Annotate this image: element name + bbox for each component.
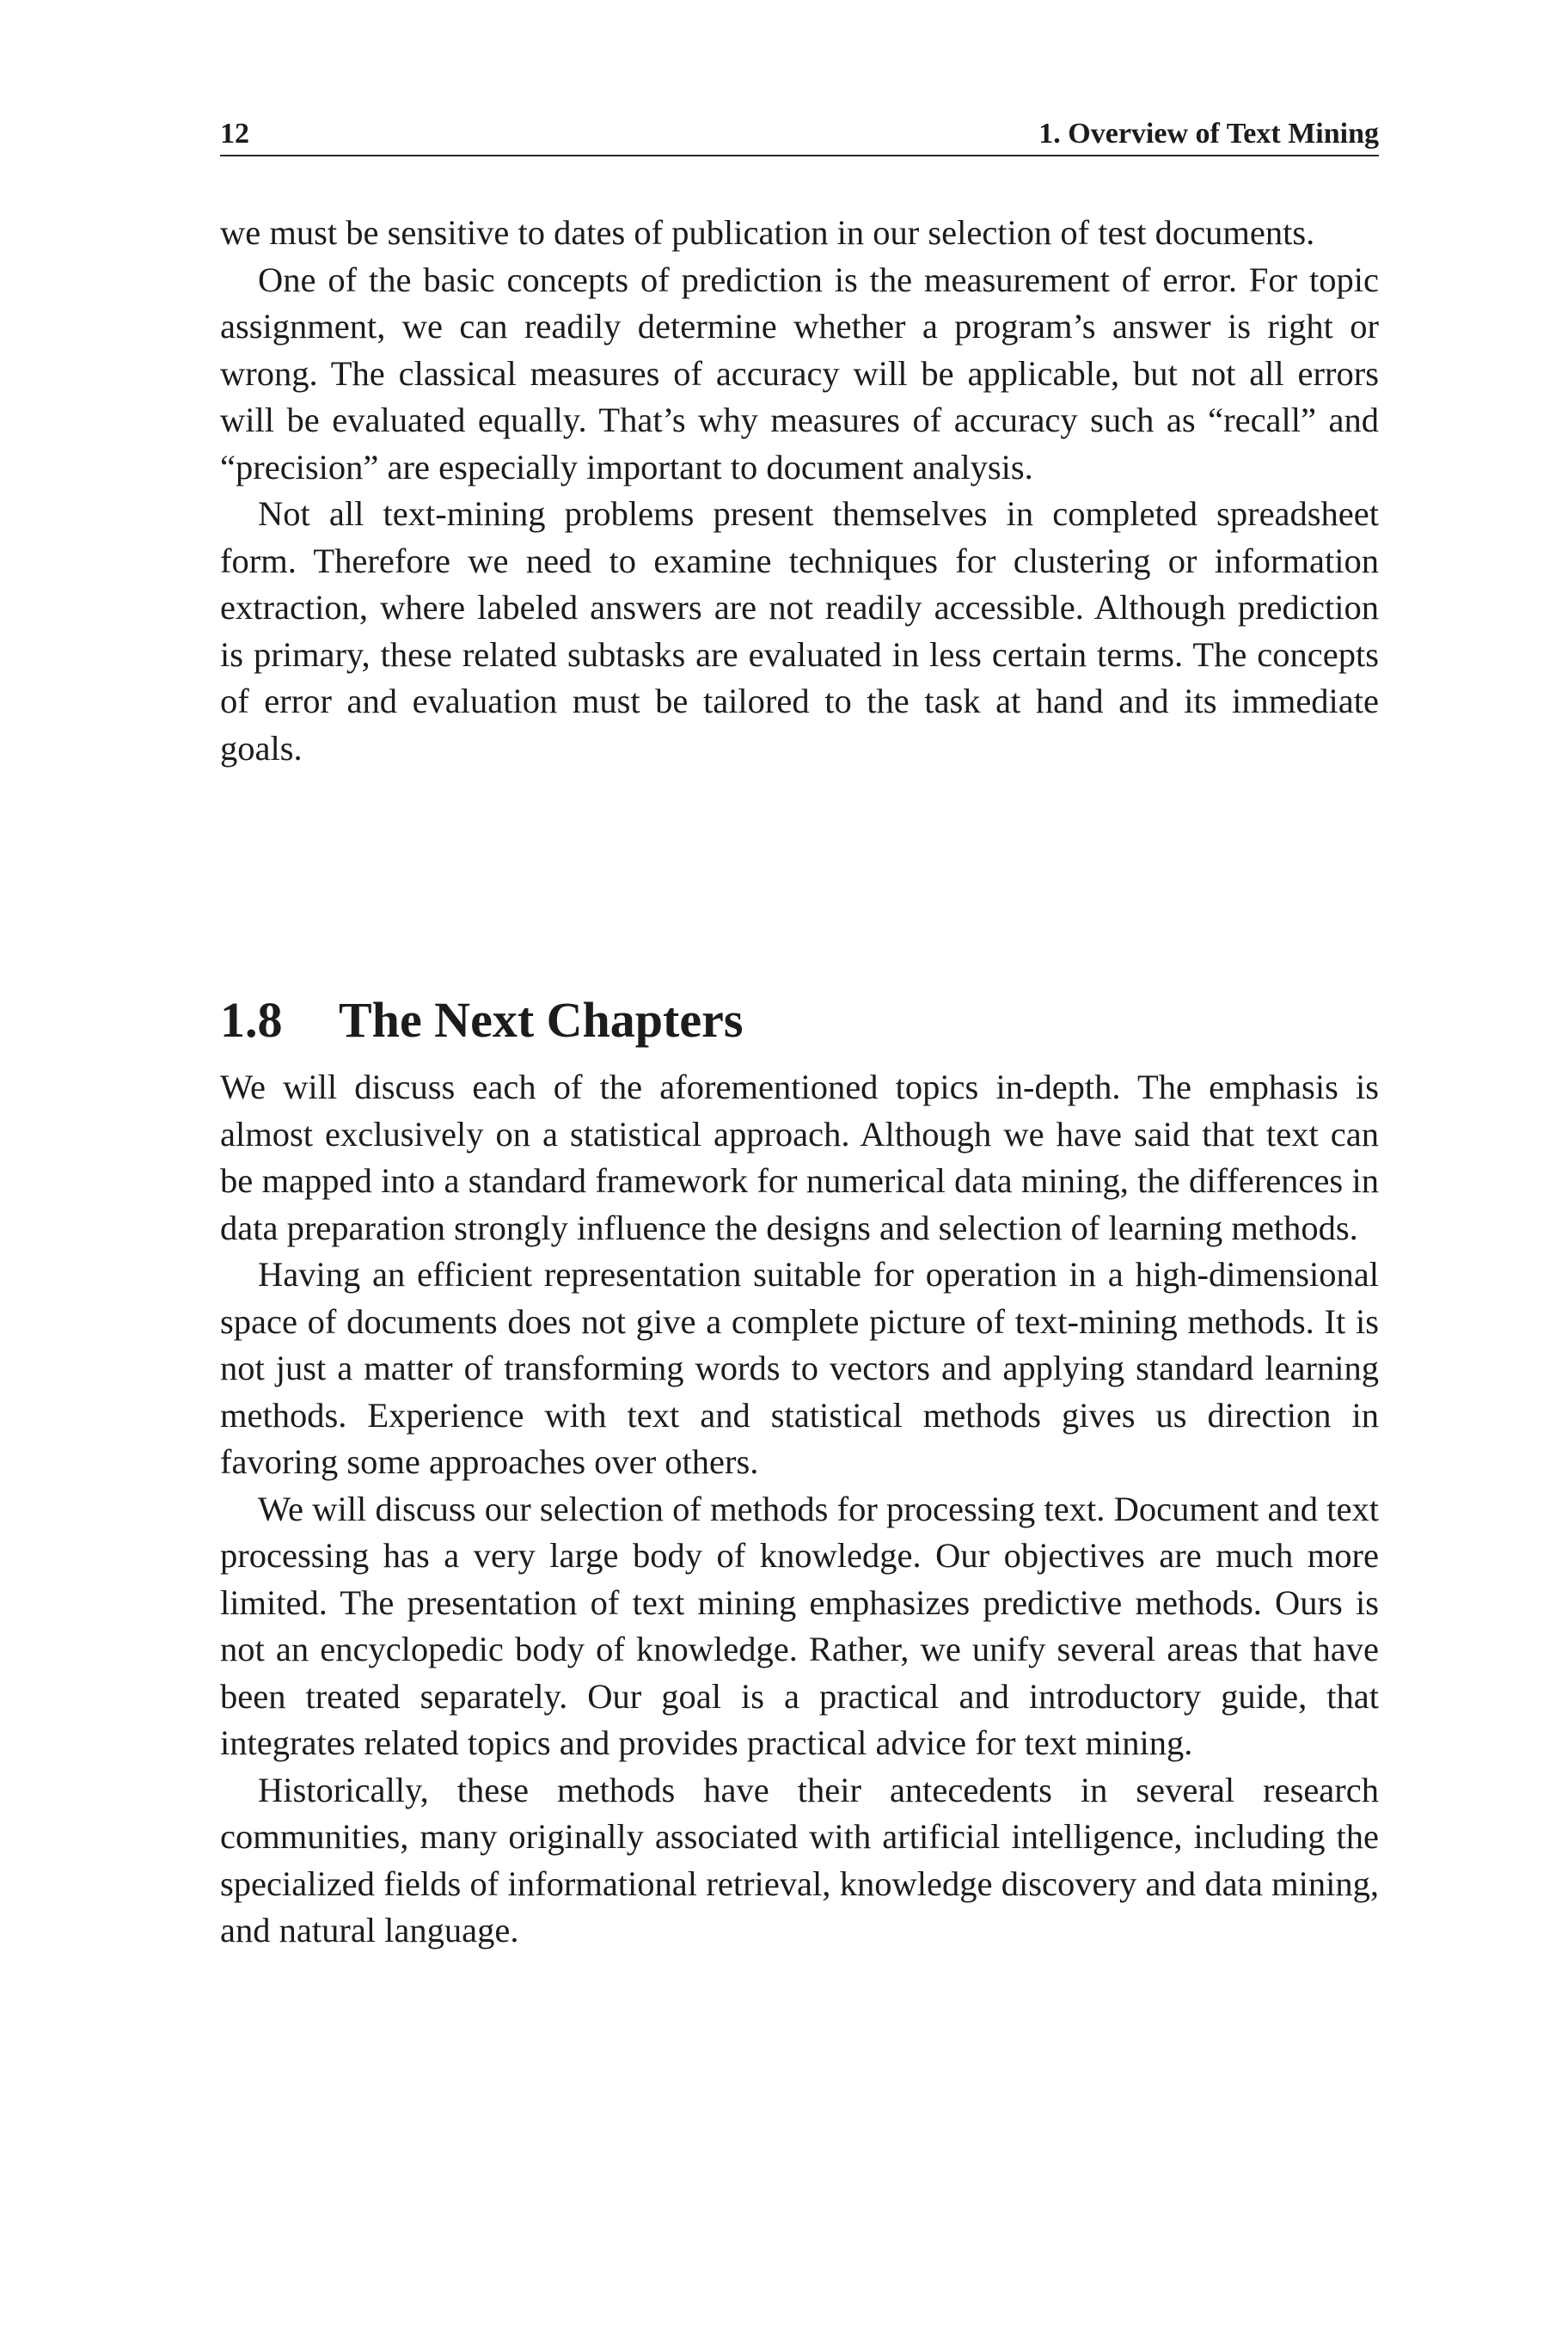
section-heading bbox=[220, 990, 1379, 1050]
running-head bbox=[220, 113, 1379, 156]
paragraph-historical-antecedents: Historically, these methods have their antecedents in several research communities, many originally associated with artificial intelligence, including the specialized fields of informational retrieval, knowledge discovery and data mining, and natural language. bbox=[220, 1770, 1379, 1949]
page-number: 12 bbox=[220, 118, 249, 150]
paragraph-efficient-representation: Having an efficient representation suitable for operation in a high-dimensional space of documents does not give a complete picture of text-mining methods. It is not just a matter of transforming words to vectors and applying standard learning methods. Experience with text and statistical methods gives us direction in favoring some approaches over others. bbox=[220, 1255, 1379, 1481]
paragraph-topics-in-depth: We will discuss each of the aforementioned topics in-depth. The emphasis is almost exclusively on a statistical approach. Although we have said that text can be mapped into a standard framework for numerical data mining, the differences in data preparation strongly influence the designs and selection of learning methods. bbox=[220, 1068, 1379, 1247]
section-body bbox=[220, 1064, 1379, 1955]
paragraph-text-mining-problems: Not all text-mining problems present themselves in completed spreadsheet form. Therefore we need to examine techniques for clustering or information extraction, where labeled answers are not readily accessible. Although prediction is primary, these related subtasks are evaluated in less certain terms. The concepts of error and evaluation must be tailored to the task at hand and its immediate goals. bbox=[220, 494, 1379, 768]
running-head-chapter-title: 1. Overview of Text Mining bbox=[1038, 118, 1379, 150]
book-page bbox=[220, 0, 1379, 2338]
section-number: 1.8 bbox=[220, 992, 283, 1048]
section-title: The Next Chapters bbox=[339, 992, 744, 1048]
paragraph-selection-of-methods: We will discuss our selection of methods for processing text. Document and text processing has a very large body of knowledge. Our objectives are much more limited. The presentation of text mining emphasizes predictive methods. Ours is not an encyclopedic body of knowledge. Rather, we unify several areas that have been treated separately. Our goal is a practical and introductory guide, that integrates related topics and provides practical advice for text mining. bbox=[220, 1489, 1379, 1762]
body-text-before-section bbox=[220, 210, 1379, 772]
paragraph-error-measurement: One of the basic concepts of prediction is the measurement of error. For topic assignment, we can readily determine whether a program’s answer is right or wrong. The classical measures of accuracy will be applicable, but not all errors will be evaluated equally. That’s why measures of accuracy such as “recall” and “precision” are especially important to document analysis. bbox=[220, 260, 1379, 487]
paragraph-continuation: we must be sensitive to dates of publication in our selection of test documents. bbox=[220, 213, 1315, 252]
